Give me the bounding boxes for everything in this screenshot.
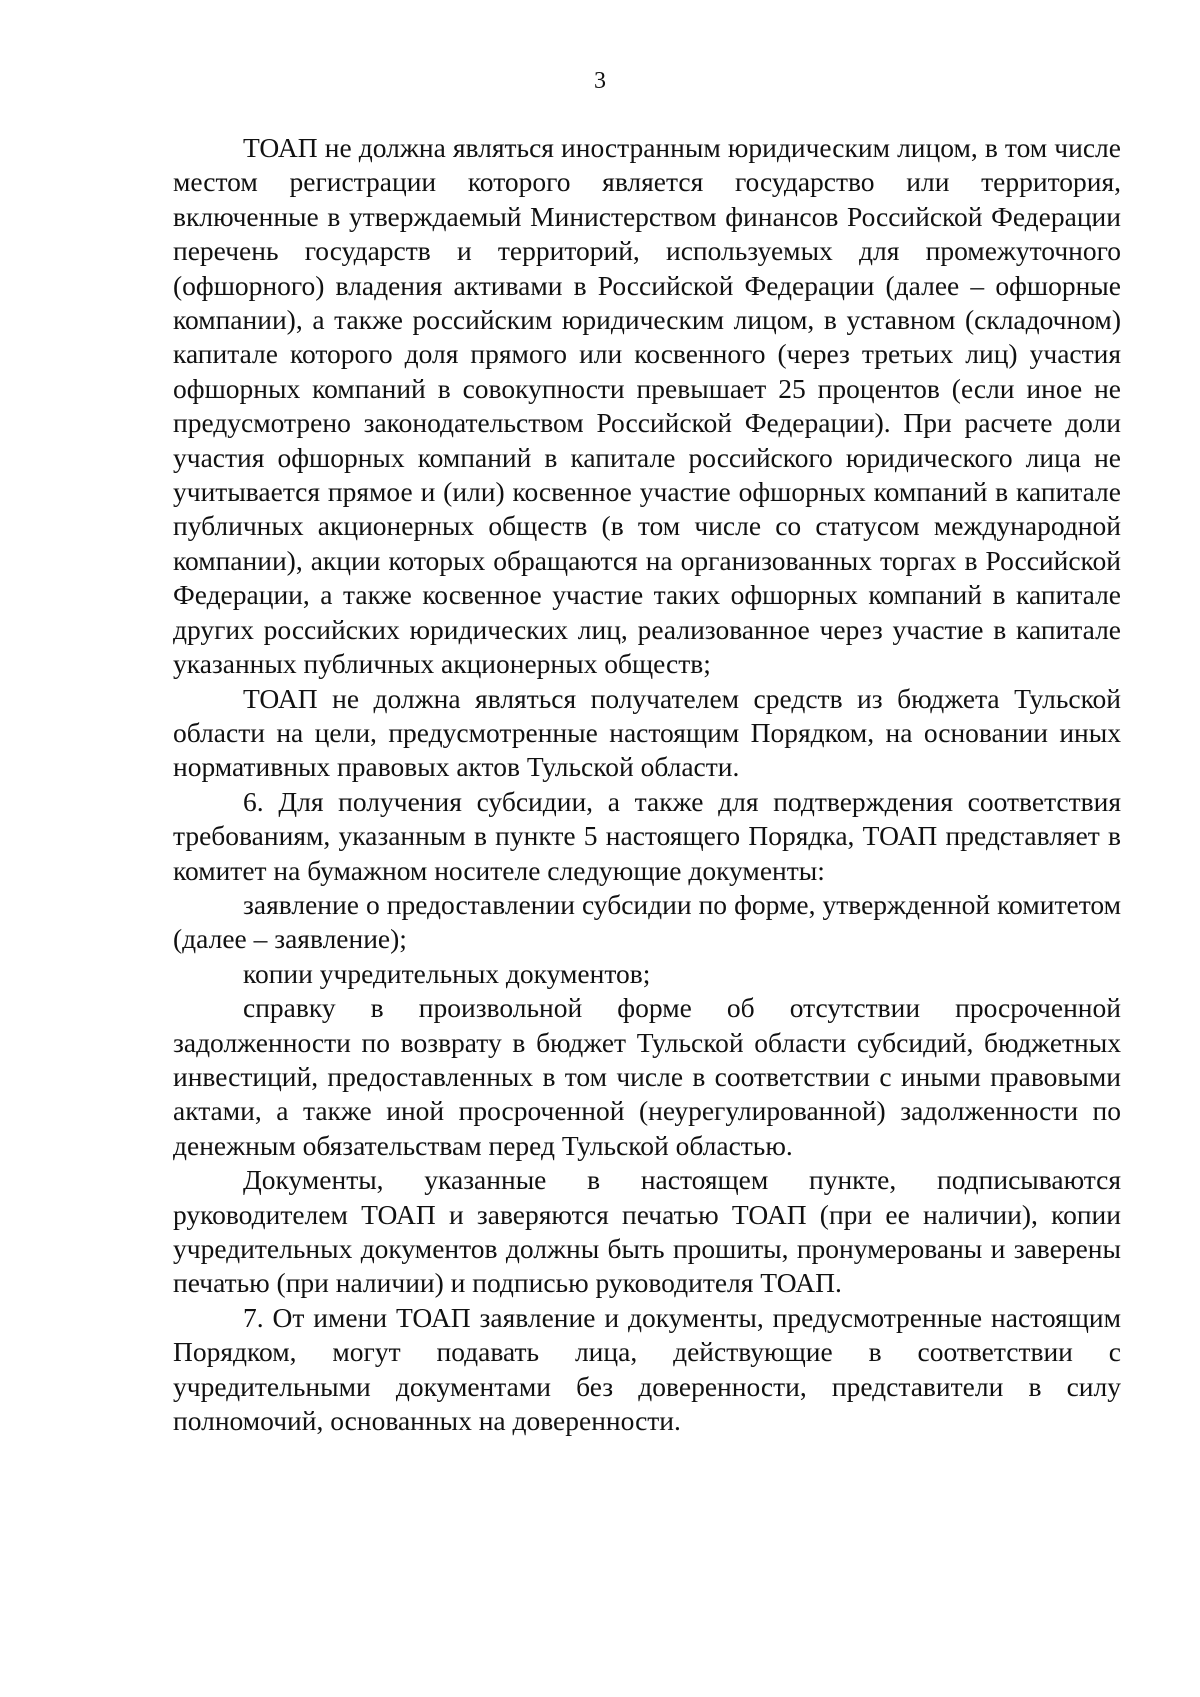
paragraph-document-signing: Документы, указанные в настоящем пункте, подписываются руководителем ТОАП и заверяются печатью ТОАП (при ее наличии), копии учредительных документов должны быть прошиты, пронумерованы и заверены печатью (при наличии) и подписью руководителя ТОАП.	[173, 1164, 1121, 1299]
paragraph-clause-6: 6. Для получения субсидии, а также для подтверждения соответствия требованиям, указанным в пункте 5 настоящего Порядка, ТОАП представляет в комитет на бумажном носителе следующие документы:	[173, 785, 1121, 886]
page-number: 3	[594, 68, 606, 94]
paragraph-budget-requirement: ТОАП не должна являться получателем средств из бюджета Тульской области на цели, предусмотренные настоящим Порядком, на основании иных нормативных правовых актов Тульской области.	[173, 682, 1121, 783]
list-item-debt-certificate: справку в произвольной форме об отсутствии просроченной задолженности по возврату в бюджет Тульской области субсидий, бюджетных инвестиций, предоставленных в том числе в соответствии с иными правовыми актами, а также иной просроченной (неурегулированной) задолженности по денежным обязательствам перед Тульской областью.	[173, 992, 1121, 1161]
paragraph-clause-7: 7. От имени ТОАП заявление и документы, предусмотренные настоящим Порядком, могут подавать лица, действующие в соответствии с учредительными документами без доверенности, представители в силу полномочий, основанных на доверенности.	[173, 1301, 1121, 1437]
document-body	[173, 131, 1121, 1438]
paragraph-offshore-requirement: ТОАП не должна являться иностранным юридическим лицом, в том числе местом регистрации которого является государство или территория, включенные в утверждаемый Министерством финансов Российской Федерации перечень государств и территорий, используемых для промежуточного (офшорного) владения активами в Российской Федерации (далее – офшорные компании), а также российским юридическим лицом, в уставном (складочном) капитале которого доля прямого или косвенного (через третьих лиц) участия офшорных компаний в совокупности превышает 25 процентов (если иное не предусмотрено законодательством Российской Федерации). При расчете доли участия офшорных компаний в капитале российского юридического лица не учитывается прямое и (или) косвенное участие офшорных компаний в капитале публичных акционерных обществ (в том числе со статусом международной компании), акции которых обращаются на организованных торгах в Российской Федерации, а также косвенное участие таких офшорных компаний в капитале других российских юридических лиц, реализованное через участие в капитале указанных публичных акционерных обществ;	[173, 132, 1121, 680]
list-item-application: заявление о предоставлении субсидии по форме, утвержденной комитетом (далее – заявление);	[173, 888, 1121, 955]
list-item-founding-documents: копии учредительных документов;	[243, 957, 651, 989]
